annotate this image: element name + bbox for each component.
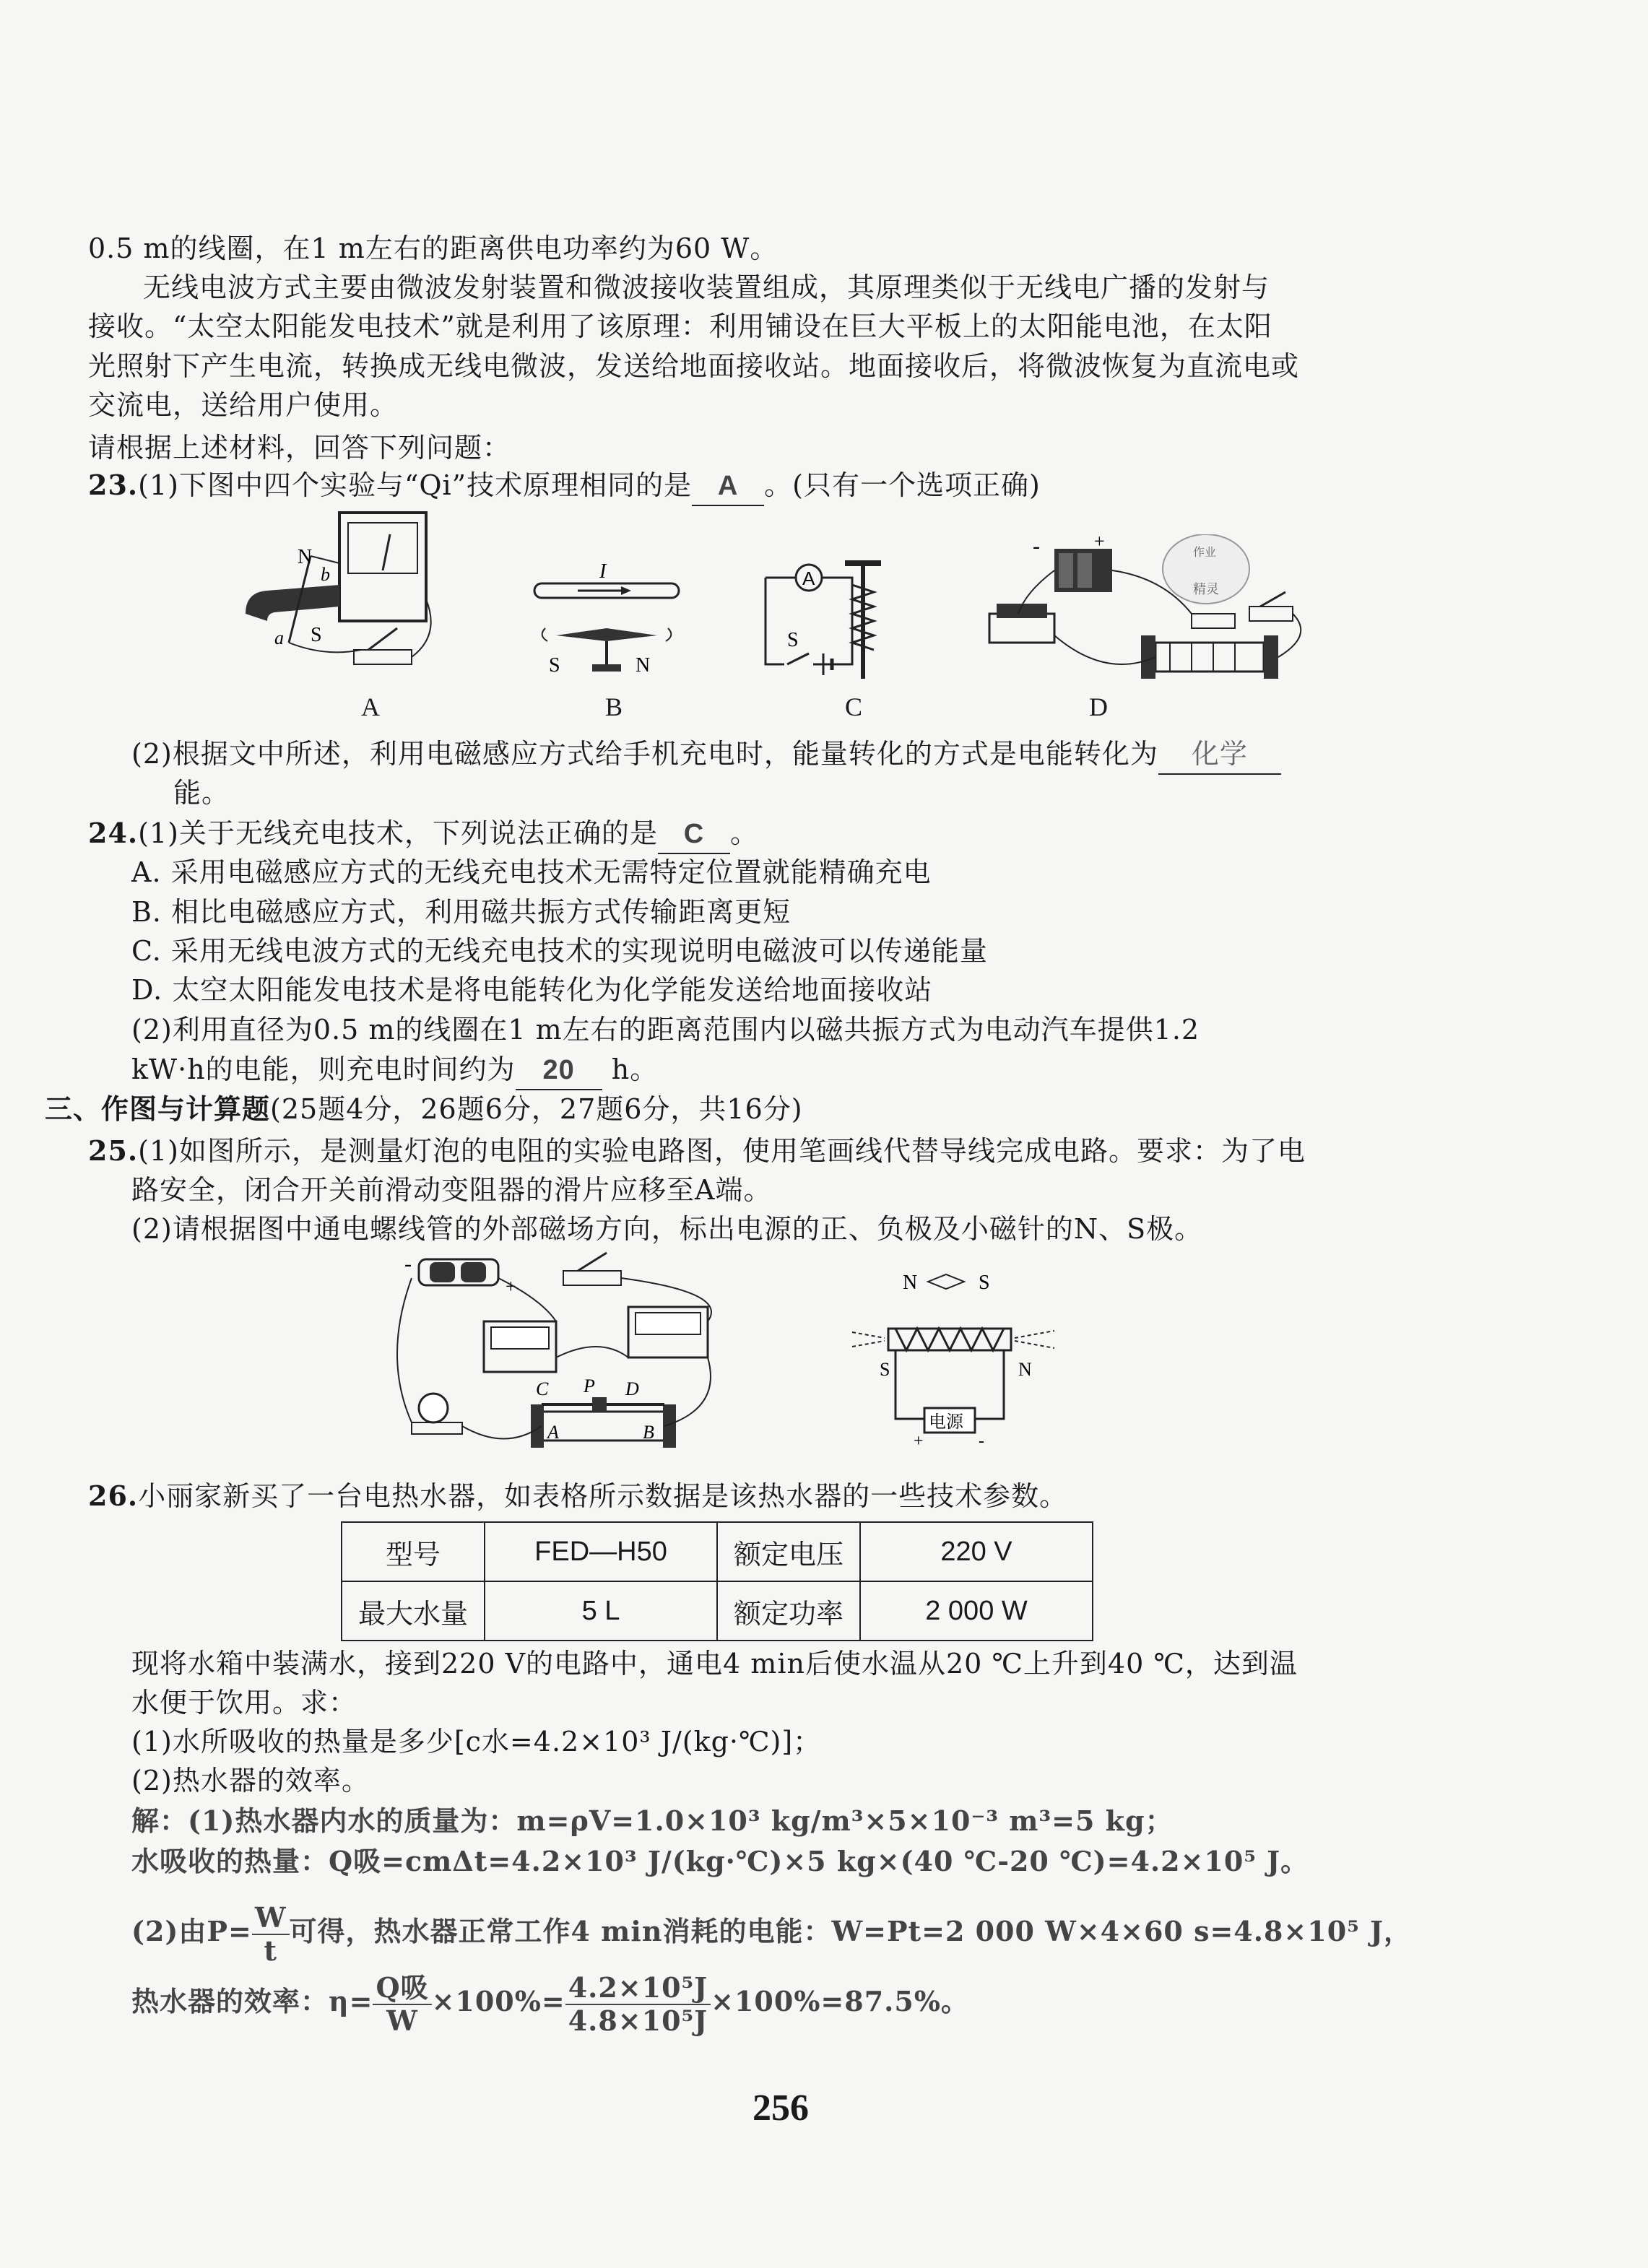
label-c: C <box>536 1378 549 1399</box>
question-26-intro <box>88 1477 1067 1515</box>
solution-text: ×100%= <box>431 1985 565 2017</box>
question-26-sub-2: (2)热水器的效率。 <box>131 1765 370 1796</box>
question-25-part-1-line-1 <box>88 1132 1306 1170</box>
question-23-part-2-end: 能。 <box>173 777 230 809</box>
question-text: (1)关于无线充电技术，下列说法正确的是 <box>138 817 658 849</box>
figure-25-circuit <box>383 1249 787 1451</box>
figure-label-c: C <box>845 692 863 721</box>
table-cell: FED—H50 <box>485 1522 717 1581</box>
solution-text: ×100%=87.5%。 <box>711 1985 969 2017</box>
label-n: N <box>298 546 313 568</box>
table-cell: 最大水量 <box>342 1581 485 1641</box>
section-title: 三、作图与计算题 <box>45 1092 271 1125</box>
label-b: b <box>321 564 330 585</box>
label-b: B <box>643 1422 654 1443</box>
question-text: 。 <box>729 817 758 849</box>
question-text: kW·h的电能，则充电时间约为 <box>131 1053 516 1085</box>
question-24-part-2-line-1: (2)利用直径为0.5 m的线圈在1 m左右的距离范围内以磁共振方式为电动汽车提供1.2 <box>131 1014 1200 1046</box>
label-minus: - <box>979 1432 984 1448</box>
answer-blank: C <box>658 815 730 854</box>
label-n-right: N <box>1018 1359 1032 1380</box>
question-26-text-2: 水便于饮用。求： <box>131 1687 357 1719</box>
question-26-sub-1: (1)水所吸收的热量是多少[c水=4.2×10³ J/(kg·℃)]； <box>131 1726 822 1758</box>
table-row <box>342 1581 1093 1641</box>
label-n: N <box>636 654 651 677</box>
section-note: (25题4分，26题6分，27题6分，共16分) <box>270 1093 803 1125</box>
option-c: C. 采用无线电波方式的无线充电技术的实现说明电磁波可以传递能量 <box>131 935 988 967</box>
fraction-numerator: 4.2×10⁵J <box>565 1972 711 2005</box>
table-cell: 2 000 W <box>860 1581 1093 1641</box>
label-s: S <box>549 654 560 677</box>
question-text: 小丽家新买了一台电热水器，如表格所示数据是该热水器的一些技术参数。 <box>138 1480 1068 1512</box>
table-cell: 型号 <box>342 1522 485 1581</box>
question-number: 26. <box>88 1480 139 1512</box>
figure-23-a <box>238 505 455 686</box>
question-24-part-2-line-2 <box>131 1051 658 1090</box>
question-text: (1)下图中四个实验与“Qi”技术原理相同的是 <box>138 469 693 501</box>
ammeter-icon: A <box>802 568 815 589</box>
label-s-left: S <box>880 1359 890 1380</box>
label-s: S <box>787 629 799 651</box>
question-25-part-1-line-2: 路安全，闭合开关前滑动变阻器的滑片应移至A端。 <box>131 1174 772 1206</box>
question-text: (2)根据文中所述，利用电磁感应方式给手机充电时，能量转化的方式是电能转化为 <box>131 738 1158 770</box>
intro-line-2: 无线电波方式主要由微波发射装置和微波接收装置组成，其原理类似于无线电广播的发射与 <box>143 271 1270 303</box>
solution-line-1: 解：(1)热水器内水的质量为：m=ρV=1.0×10³ kg/m³×5×10⁻³ m³=5 kg； <box>131 1804 1174 1837</box>
label-s: S <box>311 624 322 646</box>
label-a: A <box>547 1422 559 1443</box>
question-text: h。 <box>611 1053 659 1085</box>
figure-23-d <box>975 534 1350 700</box>
figure-label-d: D <box>1089 692 1108 721</box>
label-n-top: N <box>903 1272 918 1294</box>
power-source-label: 电源 <box>929 1412 963 1432</box>
label-a: a <box>274 627 284 648</box>
question-text: (1)如图所示，是测量灯泡的电阻的实验电路图，使用笔画线代替导线完成电路。要求：为了电 <box>138 1135 1306 1167</box>
table-cell: 5 L <box>485 1581 717 1641</box>
question-23-part-1 <box>88 466 1041 506</box>
question-26-text-1: 现将水箱中装满水，接到220 V的电路中，通电4 min后使水温从20 ℃上升到40 ℃，达到温 <box>131 1648 1298 1680</box>
question-25-part-2: (2)请根据图中通电螺线管的外部磁场方向，标出电源的正、负极及小磁针的N、S极。 <box>131 1213 1203 1245</box>
stamp-text-2: 精灵 <box>1193 582 1219 597</box>
label-p: P <box>584 1376 595 1396</box>
label-plus: + <box>914 1432 924 1448</box>
question-23-part-2 <box>131 735 1281 775</box>
fraction-numerator: Q吸 <box>373 1972 431 2005</box>
intro-line-5: 交流电，送给用户使用。 <box>88 389 399 421</box>
question-24-part-1 <box>88 814 758 854</box>
spec-table <box>341 1521 1093 1641</box>
label-d: D <box>625 1378 639 1399</box>
figure-label-a: A <box>361 692 380 721</box>
label-plus: + <box>1094 534 1105 552</box>
option-a: A. 采用电磁感应方式的无线充电技术无需特定位置就能精确充电 <box>131 856 932 888</box>
fraction-denominator: W <box>386 2004 418 2037</box>
label-current: I <box>599 560 607 583</box>
figure-label-b: B <box>605 692 623 721</box>
stamp-text-1: 作业 <box>1193 545 1217 559</box>
option-b: B. 相比电磁感应方式，利用磁共振方式传输距离更短 <box>131 896 792 928</box>
solution-text: (2)由P= <box>131 1915 252 1947</box>
solution-line-4 <box>131 1965 969 2038</box>
fraction <box>252 1902 290 1967</box>
solution-text: 热水器的效率：η= <box>131 1985 373 2017</box>
question-number: 24. <box>88 817 139 849</box>
intro-line-4: 光照射下产生电流，转换成无线电微波，发送给地面接收站。地面接收后，将微波恢复为直流电或 <box>88 350 1300 382</box>
label-minus: - <box>404 1252 412 1276</box>
label-minus: - <box>1033 534 1040 558</box>
fraction-denominator: t <box>264 1934 277 1967</box>
question-text: 。(只有一个选项正确) <box>764 469 1041 501</box>
question-number: 23. <box>88 469 139 501</box>
fraction <box>565 1972 711 2037</box>
answer-blank: 20 <box>516 1051 602 1090</box>
intro-line-6: 请根据上述材料，回答下列问题： <box>88 432 511 464</box>
intro-line-1: 0.5 m的线圈，在1 m左右的距离供电功率约为60 W。 <box>88 233 779 264</box>
figure-25-solenoid <box>845 1260 1076 1448</box>
fraction-denominator: 4.8×10⁵J <box>568 2004 708 2037</box>
solution-text: 可得，热水器正常工作4 min消耗的电能：W=Pt=2 000 W×4×60 s=4.8×10⁵ J， <box>289 1915 1412 1947</box>
solution-line-2: 水吸收的热量：Q吸=cmΔt=4.2×10³ J/(kg·℃)×5 kg×(40 ℃-20 ℃)=4.2×10⁵ J。 <box>131 1845 1309 1877</box>
table-cell: 220 V <box>860 1522 1093 1581</box>
fraction <box>373 1972 431 2037</box>
answer-blank: A <box>692 467 764 506</box>
answer-blank: 化学 <box>1158 736 1281 775</box>
label-plus: + <box>506 1276 516 1297</box>
table-cell: 额定功率 <box>717 1581 860 1641</box>
intro-line-3: 接收。“太空太阳能发电技术”就是利用了该原理：利用铺设在巨大平板上的太阳能电池，在太阳 <box>88 310 1272 342</box>
label-s-top: S <box>979 1272 990 1294</box>
solution-line-3 <box>131 1899 1412 1967</box>
section-heading <box>45 1090 803 1128</box>
table-cell: 额定电压 <box>717 1522 860 1581</box>
page-number: 256 <box>753 2087 809 2129</box>
figure-23-b <box>527 556 701 686</box>
table-row <box>342 1522 1093 1581</box>
question-number: 25. <box>88 1134 139 1167</box>
figure-23-c <box>758 556 932 686</box>
option-d: D. 太空太阳能发电技术是将电能转化为化学能发送给地面接收站 <box>131 974 933 1006</box>
fraction-numerator: W <box>252 1902 290 1935</box>
